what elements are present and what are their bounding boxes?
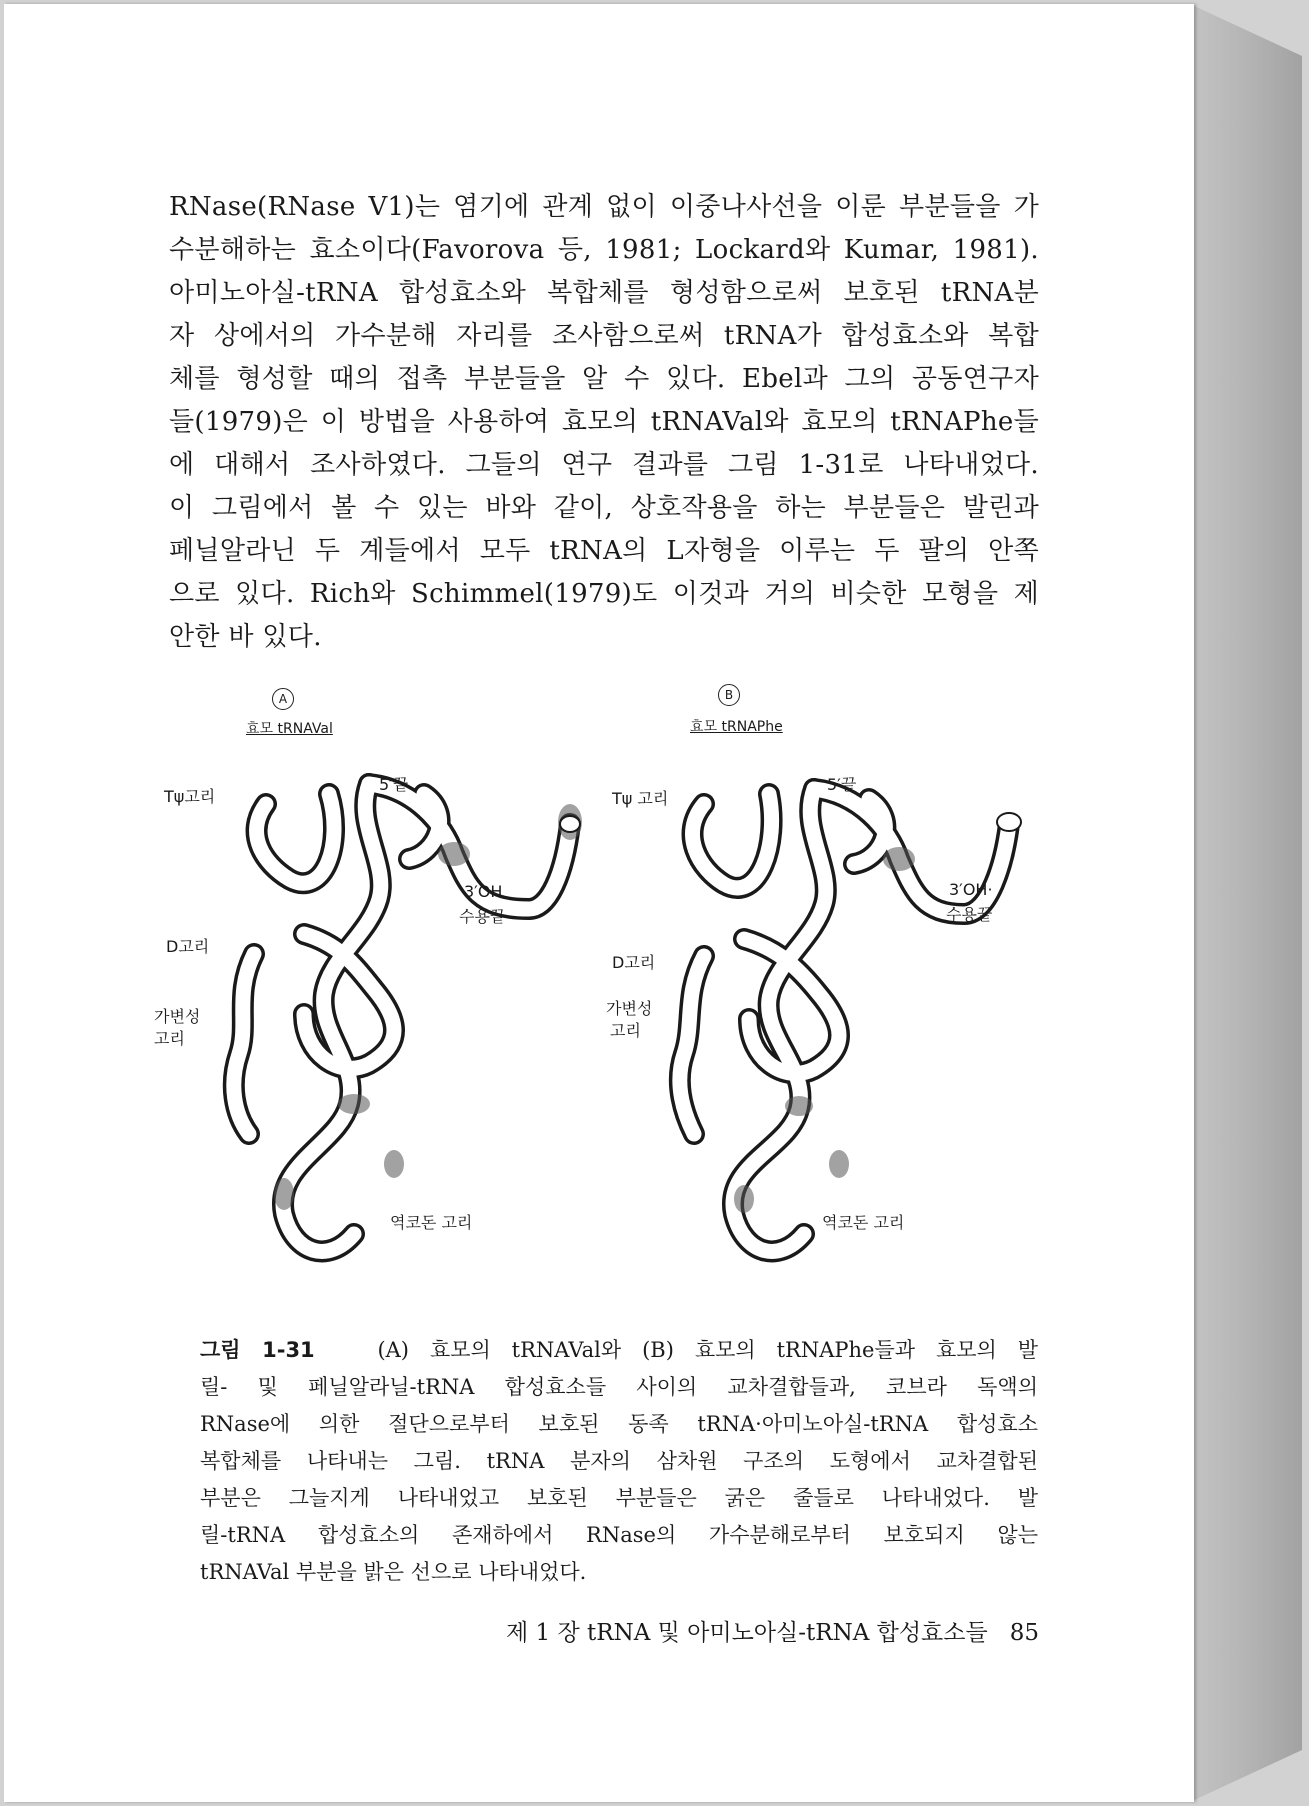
variable-loop-label-b-2: 고리 [610,1021,641,1040]
three-end-label-b-2: 수용끝 [946,905,993,924]
anticodon-loop-label-a: 역코돈 고리 [390,1213,473,1232]
panel-b [594,688,1034,1294]
running-header: 제 1 장 tRNA 및 아미노아실-tRNA 합성효소들 [506,1620,988,1646]
page-footer [454,1614,1039,1647]
book-page-edge [1190,4,1302,1802]
body-line: 페닐알라닌 두 계들에서 모두 tRNA의 L자형을 이루는 두 팔의 안쪽 [169,536,1039,566]
body-line: 자 상에서의 가수분해 자리를 조사함으로써 tRNA가 합성효소와 복합 [169,321,1039,351]
trna-phe-diagram [594,694,1034,1294]
figure-1-31 [154,688,1044,1294]
variable-loop-label-b-1: 가변성 [606,999,653,1018]
three-end-label-a-1: 3′OH [464,882,503,901]
body-line: 이 그림에서 볼 수 있는 바와 같이, 상호작용을 하는 부분들은 발린과 [169,493,1039,523]
five-end-label-b: 5′끝 [827,775,857,794]
variable-loop-label-a-1: 가변성 [154,1007,201,1026]
caption-number: 그림 1-31 [200,1338,315,1362]
d-loop-label-b: D고리 [612,953,656,972]
panel-b-marker: B [718,684,740,706]
caption-line: 복합체를 나타내는 그림. tRNA 분자의 삼차원 구조의 도형에서 교차결합된 [200,1449,1038,1473]
panel-a-marker: A [272,688,294,710]
three-end-label-a-2: 수용끝 [459,907,506,926]
figure-caption [200,1332,1038,1591]
panel-b-title: 효모 tRNAPhe [690,719,783,735]
body-line: 안한 바 있다. [169,622,322,652]
variable-loop-label-a-2: 고리 [154,1029,185,1048]
body-line: 체를 형성할 때의 접촉 부분들을 알 수 있다. Ebel과 그의 공동연구자 [169,364,1039,394]
caption-line: 릴-tRNA 합성효소의 존재하에서 RNase의 가수분해로부터 보호되지 않는 [200,1523,1038,1547]
body-line: 수분해하는 효소이다(Favorova 등, 1981; Lockard와 Kumar, 1981). [169,235,1039,265]
panel-a [154,694,594,1294]
t-loop-label-b: Tψ 고리 [612,789,669,808]
three-end-label-b-1: 3′OH· [949,880,993,899]
caption-line: 릴- 및 페닐알라닐-tRNA 합성효소들 사이의 교차결합들과, 코브라 독액의 [200,1375,1038,1399]
caption-line: RNase에 의한 절단으로부터 보호된 동족 tRNA·아미노아실-tRNA 합성효소 [200,1412,1038,1436]
d-loop-label-a: D고리 [166,937,210,956]
body-line: 에 대해서 조사하였다. 그들의 연구 결과를 그림 1-31로 나타내었다. [169,450,1039,480]
book-page [4,4,1194,1802]
anticodon-loop-label-b: 역코돈 고리 [822,1213,905,1232]
t-loop-label-a: Tψ고리 [164,787,216,806]
caption-line: 부분은 그늘지게 나타내었고 보호된 부분들은 굵은 줄들로 나타내었다. 발 [200,1486,1038,1510]
body-line: 아미노아실-tRNA 합성효소와 복합체를 형성함으로써 보호된 tRNA분 [169,278,1039,308]
trna-val-diagram [154,694,594,1294]
caption-line: tRNAVal 부분을 밝은 선으로 나타내었다. [200,1560,587,1584]
panel-a-title: 효모 tRNAVal [246,721,333,737]
body-line: 들(1979)은 이 방법을 사용하여 효모의 tRNAVal와 효모의 tRNAPhe들 [169,407,1039,437]
caption-line [200,1332,1038,1369]
body-line: 으로 있다. Rich와 Schimmel(1979)도 이것과 거의 비슷한 모형을 제 [169,579,1039,609]
body-paragraph [169,186,1039,659]
caption-text: (A) 효모의 tRNAVal와 (B) 효모의 tRNAPhe들과 효모의 발 [377,1338,1039,1362]
body-line: RNase(RNase V1)는 염기에 관계 없이 이중나사선을 이룬 부분들을 가 [169,192,1039,222]
page-number: 85 [1009,1620,1039,1646]
five-end-label-a: 5′끝 [379,775,409,794]
